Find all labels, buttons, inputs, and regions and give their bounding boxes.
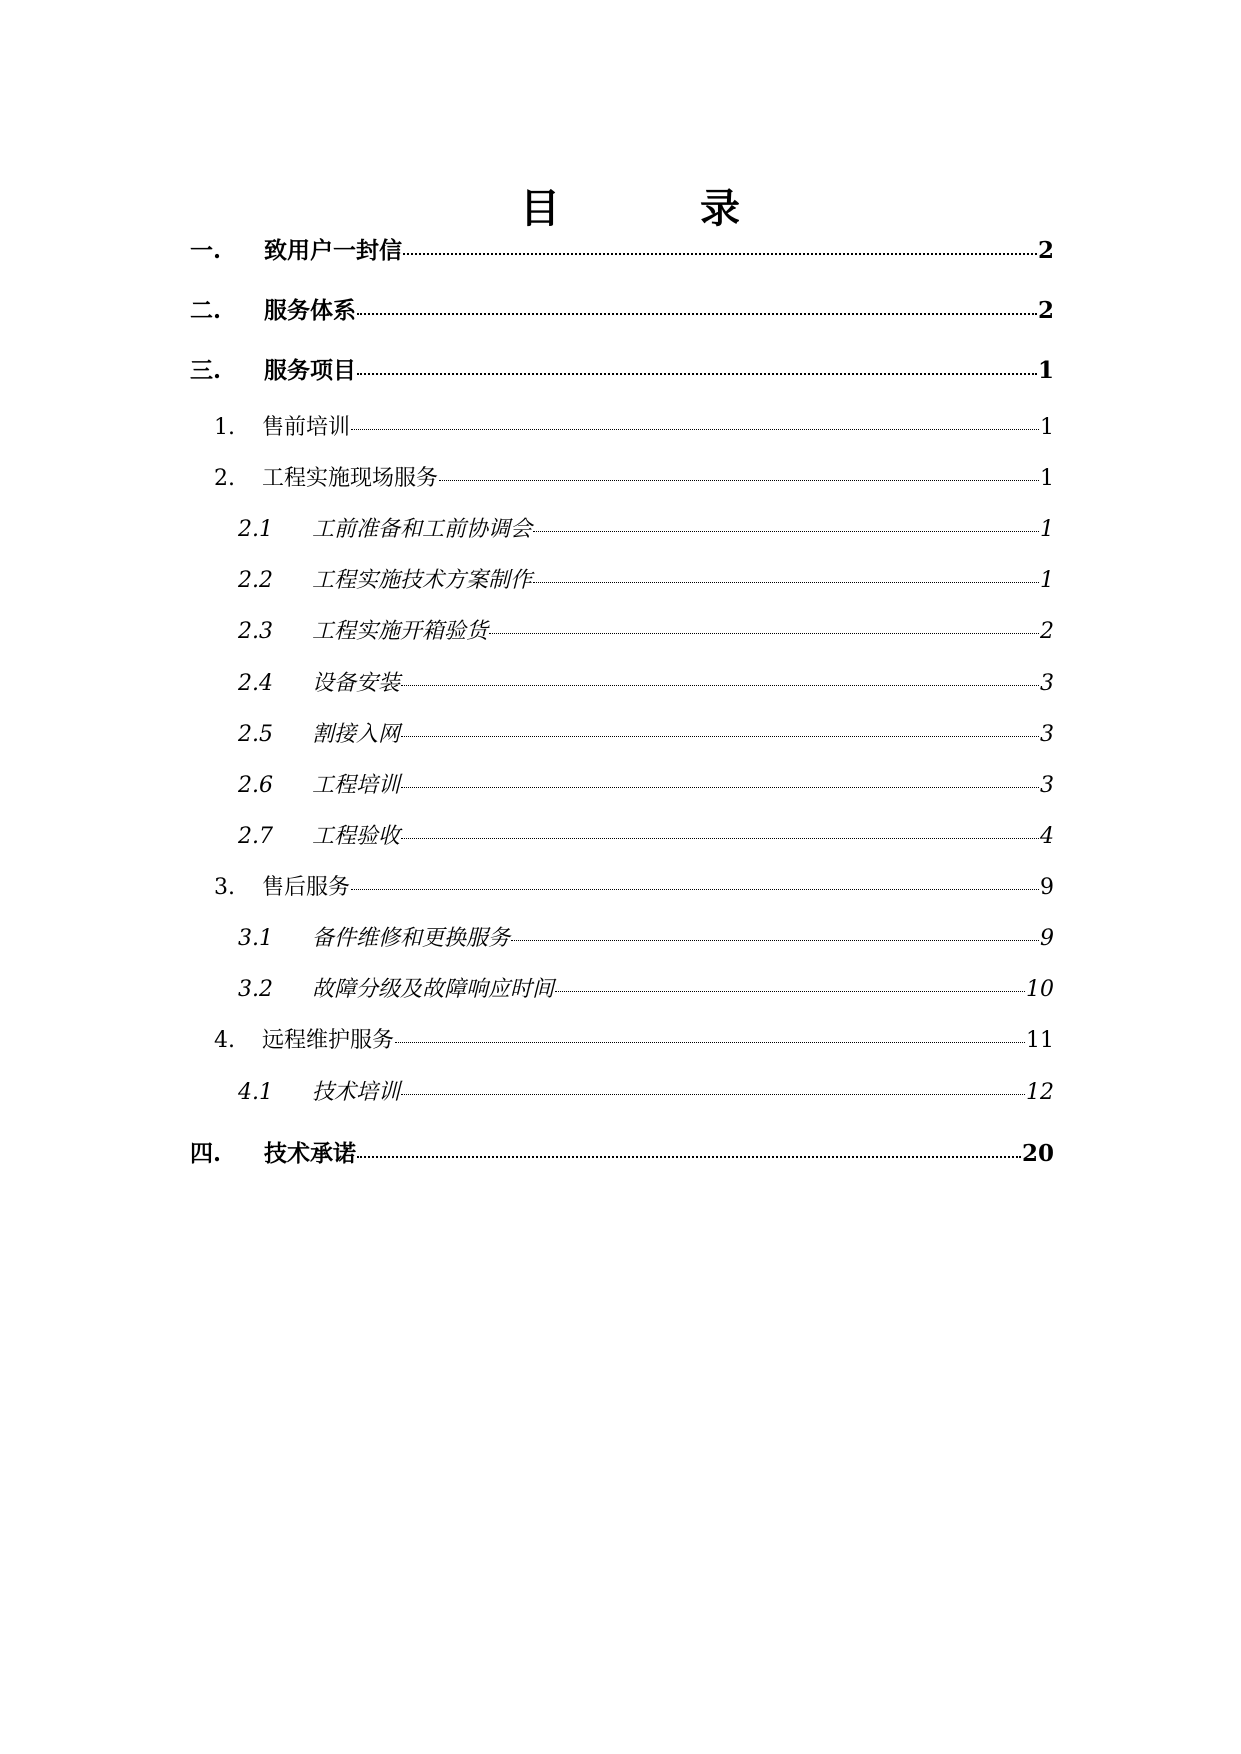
toc-dot-leader: [351, 412, 1039, 434]
toc-entry-page: 1: [1040, 466, 1054, 491]
toc-entry-number: 2.: [214, 466, 235, 491]
toc-dot-leader: [439, 463, 1039, 485]
toc-dot-leader: [395, 1025, 1025, 1047]
toc-entry-title: 服务项目: [264, 357, 356, 384]
toc-entry-number: 2.6: [238, 773, 273, 798]
toc-entry-title: 工程验收: [312, 824, 401, 849]
toc-entry-page: 2: [1037, 297, 1054, 324]
toc-entry[interactable]: [190, 870, 1054, 904]
toc-entry-number: 2.3: [238, 619, 273, 644]
toc-entry-title: 售后服务: [262, 875, 351, 900]
toc-title-char-1: 目: [520, 185, 560, 232]
toc-entry-number: 2.5: [238, 722, 273, 747]
toc-entry-title: 售前培训: [262, 415, 351, 440]
toc-entry-number: 3.: [214, 875, 235, 900]
toc-entry-number: 三.: [190, 357, 222, 384]
toc-entry-title: 服务体系: [264, 297, 356, 324]
toc-dot-leader: [533, 514, 1039, 536]
toc-entry-page: 2: [1040, 619, 1054, 644]
toc-entry-number: 4.1: [238, 1080, 273, 1105]
toc-entry-page: 10: [1026, 977, 1054, 1002]
toc-entry-number: 3.1: [238, 926, 273, 951]
toc-dot-leader: [401, 821, 1039, 843]
toc-dot-leader: [357, 295, 1037, 318]
toc-entry-title: 工程实施开箱验货: [312, 619, 489, 644]
toc-entry-title: 工前准备和工前协调会: [312, 517, 533, 542]
toc-entry-title: 工程实施技术方案制作: [312, 568, 533, 593]
toc-entry[interactable]: [190, 819, 1054, 853]
toc-dot-leader: [351, 872, 1039, 894]
toc-entry-title: 工程培训: [312, 773, 401, 798]
toc-entry-title: 备件维修和更换服务: [312, 926, 511, 951]
toc-entry-title: 故障分级及故障响应时间: [312, 977, 555, 1002]
toc-entry[interactable]: [190, 232, 1054, 266]
toc-entry[interactable]: [190, 921, 1054, 955]
toc-entry-number: 4.: [214, 1028, 235, 1053]
toc-dot-leader: [401, 668, 1039, 690]
toc-dot-leader: [357, 1138, 1021, 1161]
toc-entry[interactable]: [190, 410, 1054, 444]
toc-entry-title: 技术培训: [312, 1080, 401, 1105]
toc-entry-number: 2.4: [238, 671, 273, 696]
toc-entry-number: 一.: [190, 237, 222, 264]
toc-entry-number: 2.1: [238, 517, 273, 542]
toc-entry-number: 2.7: [238, 824, 273, 849]
toc-entry-page: 9: [1040, 926, 1054, 951]
toc-entry[interactable]: [190, 352, 1054, 386]
toc-entry-title: 致用户一封信: [264, 237, 402, 264]
toc-entry[interactable]: [190, 972, 1054, 1006]
toc-entry-title: 设备安装: [312, 671, 401, 696]
toc-entry[interactable]: [190, 1135, 1054, 1169]
toc-entry-page: 2: [1037, 237, 1054, 264]
toc-dot-leader: [401, 770, 1039, 792]
toc-entry[interactable]: [190, 614, 1054, 648]
toc-entry[interactable]: [190, 292, 1054, 326]
toc-entry-number: 二.: [190, 297, 222, 324]
toc-entry-number: 3.2: [238, 977, 273, 1002]
toc-title-char-2: 录: [700, 185, 740, 232]
toc-entry-number: 2.2: [238, 568, 273, 593]
toc-entry-page: 1: [1040, 517, 1054, 542]
toc-entry[interactable]: [190, 717, 1054, 751]
toc-dot-leader: [401, 719, 1039, 741]
toc-entry-page: 12: [1026, 1080, 1054, 1105]
toc-entry-page: 3: [1040, 773, 1054, 798]
toc-entry[interactable]: [190, 768, 1054, 802]
toc-dot-leader: [401, 1077, 1025, 1099]
toc-entry-title: 技术承诺: [264, 1140, 356, 1167]
toc-dot-leader: [403, 235, 1037, 258]
toc-entry-page: 9: [1040, 875, 1054, 900]
toc-entry-page: 1: [1037, 357, 1054, 384]
toc-entry-page: 20: [1021, 1140, 1054, 1167]
toc-entry-page: 1: [1040, 415, 1054, 440]
toc-entry-page: 3: [1040, 722, 1054, 747]
toc-entry-page: 3: [1040, 671, 1054, 696]
toc-title: [520, 186, 740, 232]
toc-entry-page: 4: [1040, 824, 1054, 849]
toc-entry[interactable]: [190, 1075, 1054, 1109]
toc-entry-title: 割接入网: [312, 722, 401, 747]
toc-dot-leader: [511, 923, 1039, 945]
toc-entry[interactable]: [190, 461, 1054, 495]
toc-dot-leader: [555, 974, 1025, 996]
toc-dot-leader: [533, 565, 1039, 587]
toc-entry[interactable]: [190, 666, 1054, 700]
toc-entry-number: 1.: [214, 415, 235, 440]
toc-entry-page: 1: [1040, 568, 1054, 593]
toc-entry-title: 工程实施现场服务: [262, 466, 439, 491]
toc-entry-title: 远程维护服务: [262, 1028, 395, 1053]
toc-dot-leader: [357, 355, 1037, 378]
toc-dot-leader: [489, 616, 1039, 638]
toc-entry-page: 11: [1026, 1028, 1054, 1053]
toc-entry[interactable]: [190, 512, 1054, 546]
toc-entry[interactable]: [190, 563, 1054, 597]
toc-entry-number: 四.: [190, 1140, 222, 1167]
toc-entry[interactable]: [190, 1023, 1054, 1057]
